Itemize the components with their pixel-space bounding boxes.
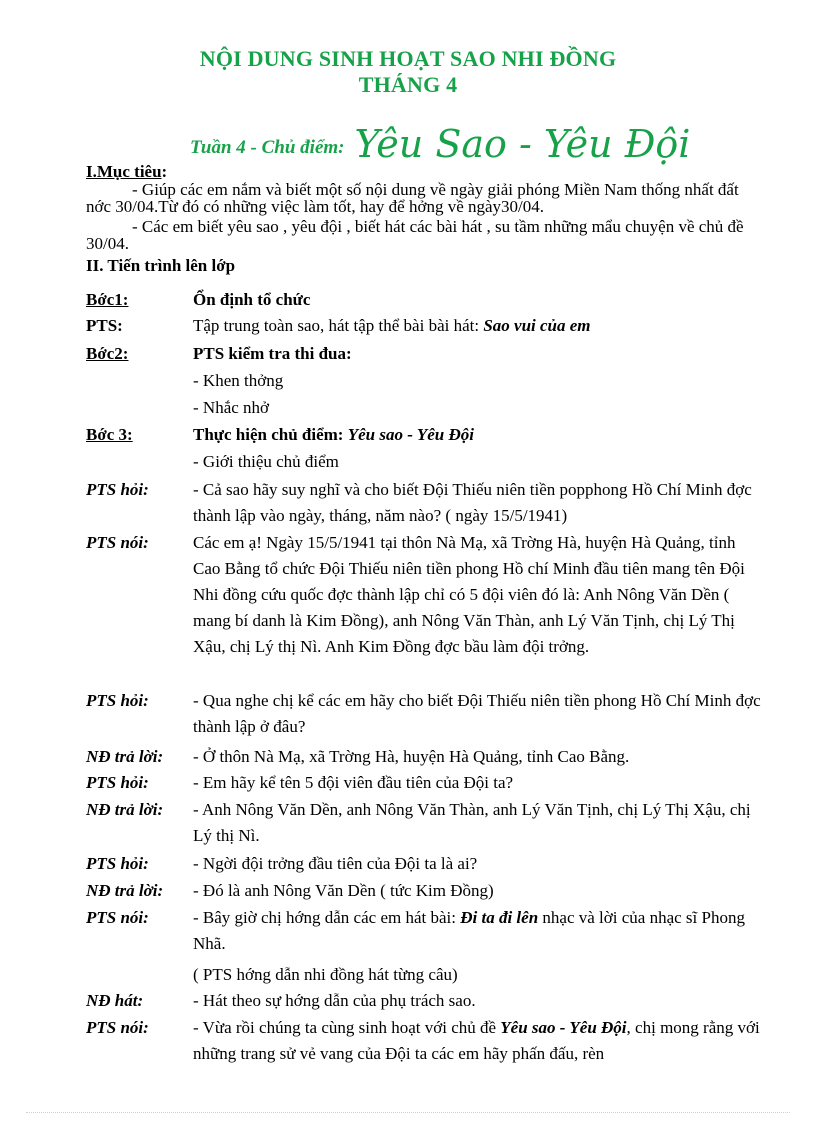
step-label: PTS: — [86, 316, 123, 335]
step-text: - Khen thởng — [193, 371, 284, 390]
theme-subtitle — [190, 118, 691, 166]
step-text: - Qua nghe chị kể các em hãy cho biết Đội Thiếu niên tiền phong Hồ Chí Minh đợc thành lập ở đâu? — [193, 691, 761, 736]
step-text: - Em hãy kể tên 5 đội viên đầu tiên của Đội ta? — [193, 773, 514, 792]
step-text: Ổn định tổ chức — [193, 290, 311, 309]
step-text: - Ngời đội trởng đầu tiên của Đội ta là ai? — [193, 854, 478, 873]
step-text: - Đó là anh Nông Văn Dền ( tức Kim Đồng) — [193, 881, 494, 900]
step-label: PTS hỏi: — [86, 691, 149, 710]
step-label: PTS nói: — [86, 908, 149, 927]
step-label: PTS hỏi: — [86, 480, 149, 499]
step-label: PTS nói: — [86, 533, 149, 552]
page-footer-rule — [26, 1112, 790, 1113]
step-label: NĐ trả lời: — [86, 747, 164, 766]
step-text: - Cả sao hãy suy nghĩ và cho biết Đội Thiếu niên tiền popphong Hồ Chí Minh đợc thành lập vào ngày, tháng, năm nào? ( ngày 15/5/1941) — [193, 480, 752, 525]
step-label: NĐ trả lời: — [86, 800, 164, 819]
step-text: PTS kiểm tra thi đua: — [193, 344, 352, 363]
step-text: - Hát theo sự hớng dẫn của phụ trách sao. — [193, 991, 476, 1010]
step-label: PTS hỏi: — [86, 773, 149, 792]
step-text: Tập trung toàn sao, hát tập thể bài bài hát: Sao vui của em — [193, 316, 591, 335]
step-text: - Nhắc nhở — [193, 398, 270, 417]
section-heading: II. Tiến trình lên lớp — [86, 256, 236, 275]
theme-title: Yêu Sao - Yêu Đội — [354, 122, 691, 166]
step-label: Bớc2: — [86, 344, 129, 363]
step-text: Thực hiện chủ điểm: Yêu sao - Yêu Đội — [193, 425, 474, 444]
step-text: ( PTS hớng dẫn nhi đồng hát từng câu) — [193, 965, 458, 984]
step-text: - Ở thôn Nà Mạ, xã Trờng Hà, huyện Hà Quảng, tỉnh Cao Bằng. — [193, 747, 630, 766]
step-label: NĐ hát: — [86, 991, 144, 1010]
document-title-month: THÁNG 4 — [358, 72, 458, 97]
objective-paragraph-1: - Giúp các em nắm và biết một số nội dung về ngày giải phóng Miền Nam thống nhất đất nớc 30/04.Từ đó có những việc làm tốt, hay để hởng về ngày30/04. — [86, 180, 739, 216]
step-text: Các em ạ! Ngày 15/5/1941 tại thôn Nà Mạ, xã Trờng Hà, huyện Hà Quảng, tỉnh Cao Bằng tổ chức Đội Thiếu niên tiền phong Hồ chí Minh đầu tiên mang tên Đội Nhi đồng cứu quốc đợc thành lập chỉ có 5 đội viên đó là: Anh Nông Văn Dền ( mang bí danh là Kim Đồng), anh Nông Văn Thàn, anh Lý Văn Tịnh, chị Lý Thị Xậu, chị Lý thị Nì. Anh Kim Đồng đợc bầu làm đội trởng. — [193, 533, 745, 656]
step-text: - Vừa rồi chúng ta cùng sinh hoạt với chủ đề Yêu sao - Yêu Đội, chị mong rằng với những trang sử vẻ vang của Đội ta các em hãy phấn đấu, rèn — [193, 1018, 760, 1063]
week-label: Tuần 4 - Chủ điểm: — [190, 137, 345, 158]
step-text: - Giới thiệu chủ điểm — [193, 452, 339, 471]
step-label: PTS nói: — [86, 1018, 149, 1037]
step-label: Bớc1: — [86, 290, 129, 309]
document-title: NỘI DUNG SINH HOẠT SAO NHI ĐỒNG — [199, 46, 617, 71]
step-label: NĐ trả lời: — [86, 881, 164, 900]
step-label: Bớc 3: — [86, 425, 133, 444]
objective-paragraph-2: - Các em biết yêu sao , yêu đội , biết hát các bài hát , su tầm những mẩu chuyện về chủ đề 30/04. — [86, 217, 744, 253]
step-text: - Bây giờ chị hớng dẫn các em hát bài: Đi ta đi lên nhạc và lời của nhạc sĩ Phong Nhã. — [193, 908, 745, 953]
step-label: PTS hỏi: — [86, 854, 149, 873]
objectives-heading: I.Mục tiêu: — [86, 162, 168, 181]
step-text: - Anh Nông Văn Dền, anh Nông Văn Thàn, anh Lý Văn Tịnh, chị Lý Thị Xậu, chị Lý thị Nì. — [193, 800, 751, 845]
